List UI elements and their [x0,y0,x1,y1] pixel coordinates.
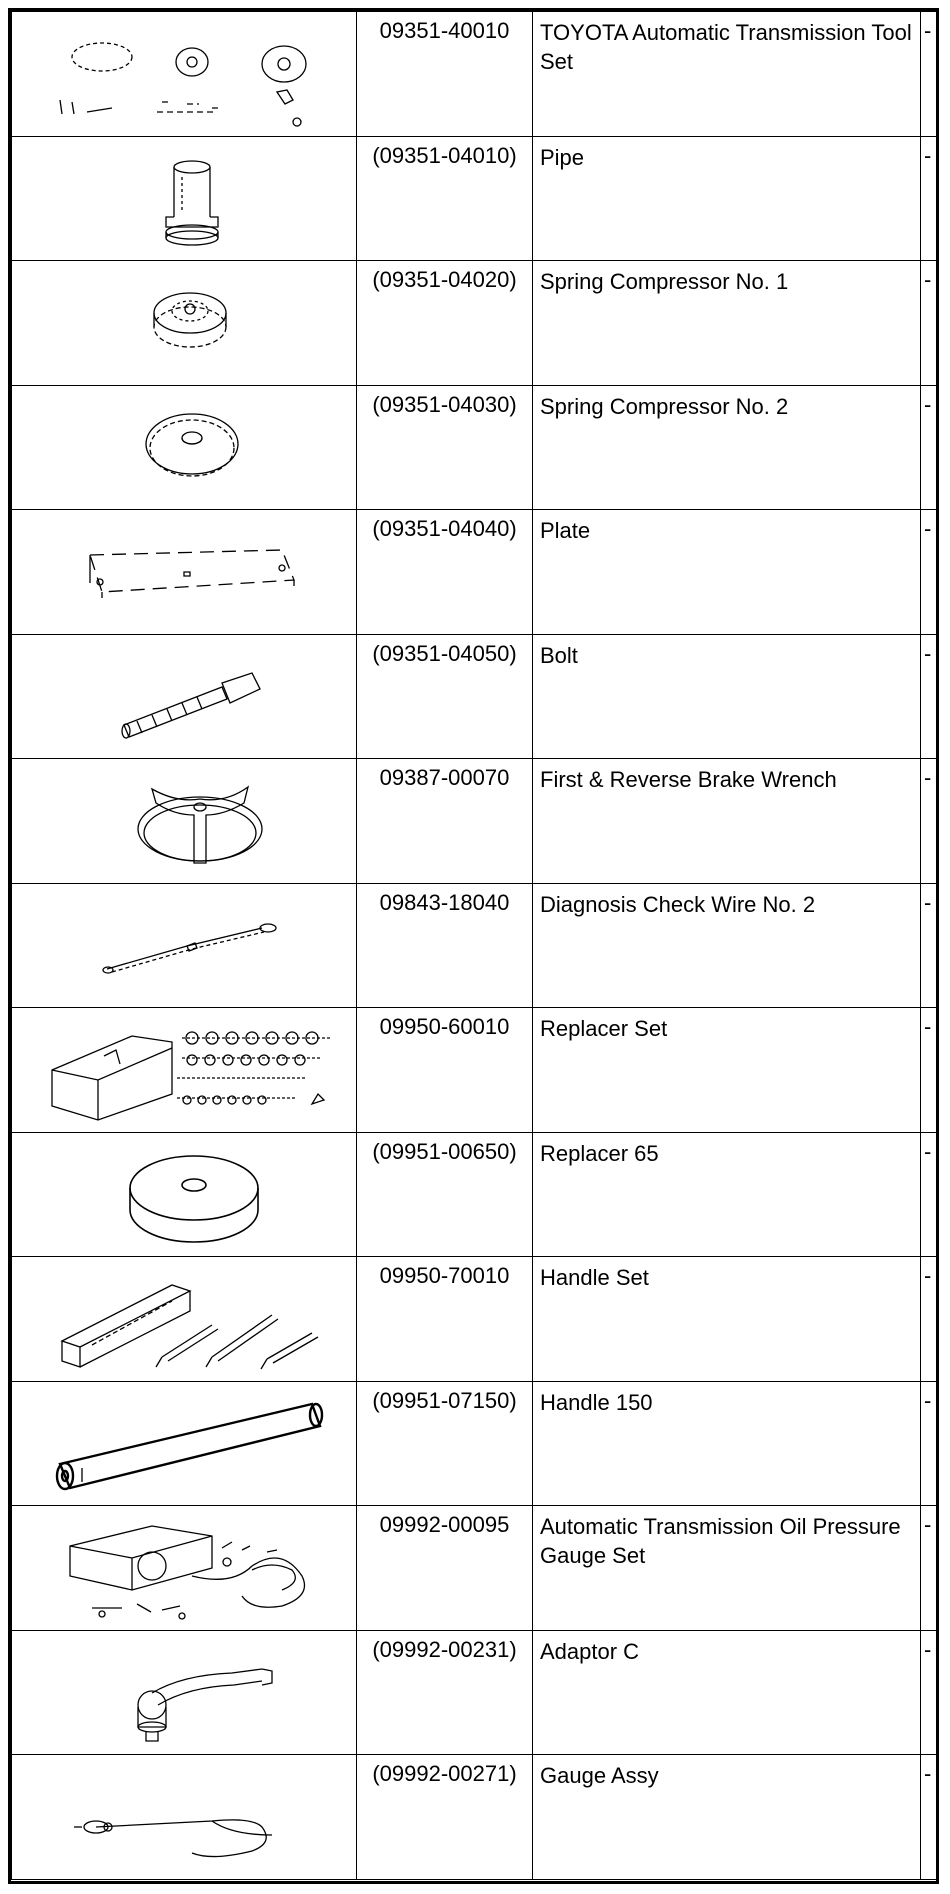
illustration-cell [12,759,357,884]
note-cell: - [921,12,937,137]
tool-name: Bolt [533,634,921,759]
part-number: (09951-00650) [357,1132,533,1257]
tool-name: Spring Compressor No. 1 [533,261,921,386]
check-wire-icon [12,884,357,1008]
table-row [12,261,937,386]
table-row [12,1257,937,1382]
illustration-cell [12,1630,357,1755]
note-cell: - [921,634,937,759]
note-cell: - [921,1008,937,1133]
tool-name: Gauge Assy [533,1755,921,1880]
illustration-cell [12,261,357,386]
part-number: (09351-04020) [357,261,533,386]
table-row [12,1506,937,1631]
part-number: 09351-40010 [357,12,533,137]
part-number: 09843-18040 [357,883,533,1008]
adaptor-c-icon [12,1631,357,1755]
tool-name: Diagnosis Check Wire No. 2 [533,883,921,1008]
tool-sheet [8,8,939,1884]
part-number: (09351-04030) [357,385,533,510]
illustration-cell [12,1755,357,1880]
table-row [12,510,937,635]
tool-name: Replacer 65 [533,1132,921,1257]
table-row [12,759,937,884]
note-cell: - [921,1630,937,1755]
illustration-cell [12,510,357,635]
table-row [12,385,937,510]
part-number: 09950-70010 [357,1257,533,1382]
table-row [12,12,937,137]
spring-compressor-1-icon [12,261,357,385]
tool-name: Adaptor C [533,1630,921,1755]
illustration-cell [12,1257,357,1382]
plate-icon [12,510,357,634]
note-cell: - [921,510,937,635]
illustration-cell [12,1506,357,1631]
tool-name: Handle Set [533,1257,921,1382]
tool-set-icon [12,12,357,136]
part-number: (09992-00271) [357,1755,533,1880]
part-number: (09992-00231) [357,1630,533,1755]
gauge-assy-icon [12,1755,357,1879]
part-number: (09951-07150) [357,1381,533,1506]
replacer-set-icon [12,1008,357,1132]
note-cell: - [921,759,937,884]
part-number: (09351-04050) [357,634,533,759]
note-cell: - [921,1381,937,1506]
handle-150-icon [12,1382,357,1506]
illustration-cell [12,1008,357,1133]
illustration-cell [12,1132,357,1257]
table-row [12,1630,937,1755]
part-number: 09387-00070 [357,759,533,884]
illustration-cell [12,883,357,1008]
illustration-cell [12,1381,357,1506]
tool-name: Spring Compressor No. 2 [533,385,921,510]
tool-name: Plate [533,510,921,635]
table-row [12,883,937,1008]
part-number: 09992-00095 [357,1506,533,1631]
note-cell: - [921,1132,937,1257]
replacer-65-icon [12,1133,357,1257]
table-row [12,136,937,261]
tool-name: Replacer Set [533,1008,921,1133]
tool-name: Automatic Transmission Oil Pressure Gauge Set [533,1506,921,1631]
part-number: (09351-04010) [357,136,533,261]
tool-name: Pipe [533,136,921,261]
tool-name: Handle 150 [533,1381,921,1506]
illustration-cell [12,136,357,261]
table-row [12,1755,937,1880]
illustration-cell [12,12,357,137]
tool-name: First & Reverse Brake Wrench [533,759,921,884]
illustration-cell [12,634,357,759]
part-number: (09351-04040) [357,510,533,635]
part-number: 09950-60010 [357,1008,533,1133]
note-cell: - [921,1257,937,1382]
bolt-icon [12,635,357,759]
pipe-icon [12,137,357,261]
tool-name: TOYOTA Automatic Transmission Tool Set [533,12,921,137]
special-tools-table [11,11,937,1880]
note-cell: - [921,261,937,386]
illustration-cell [12,385,357,510]
note-cell: - [921,1506,937,1631]
note-cell: - [921,883,937,1008]
note-cell: - [921,385,937,510]
note-cell: - [921,1755,937,1880]
table-row [12,634,937,759]
table-row [12,1132,937,1257]
brake-wrench-icon [12,759,357,883]
spring-compressor-2-icon [12,386,357,510]
note-cell: - [921,136,937,261]
gauge-set-icon [12,1506,357,1630]
table-row [12,1008,937,1133]
table-row [12,1381,937,1506]
handle-set-icon [12,1257,357,1381]
